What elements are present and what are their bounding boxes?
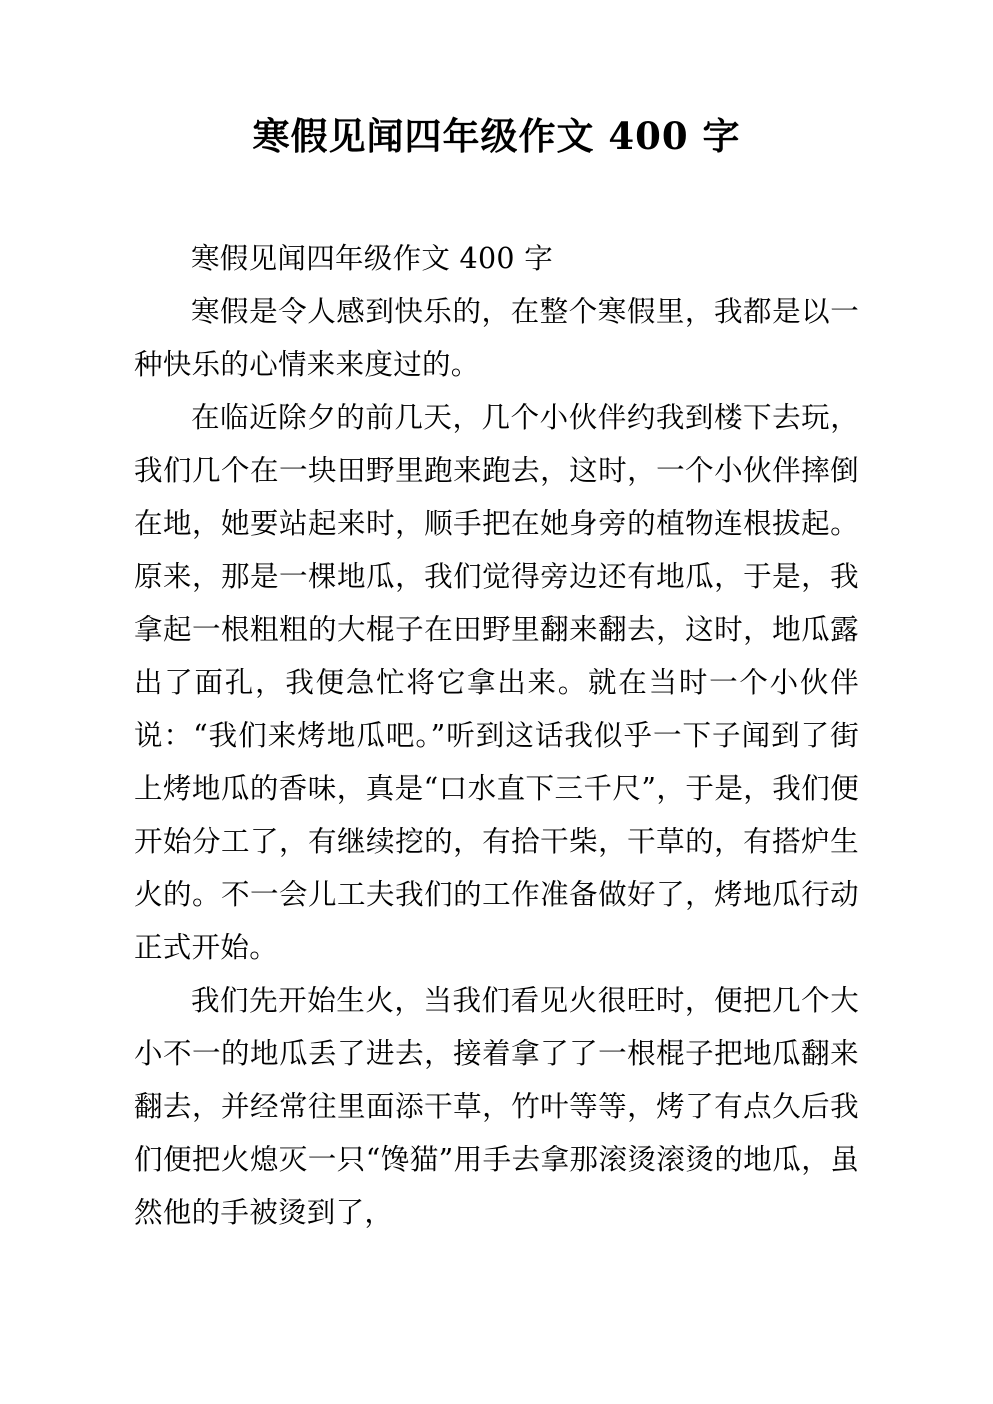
document-body <box>134 232 859 1239</box>
page-title: 寒假见闻四年级作文 400 字 <box>252 114 741 158</box>
paragraph: 寒假见闻四年级作文 400 字 <box>191 242 554 276</box>
paragraph: 在临近除夕的前几天，几个小伙伴约我到楼下去玩，我们几个在一块田野里跑来跑去，这时，一个小伙伴摔倒在地，她要站起来时，顺手把在她身旁的植物连根拔起。原来，那是一棵地瓜，我们觉得旁边还有地瓜，于是，我拿起一根粗粗的大棍子在田野里翻来翻去，这时，地瓜露出了面孔，我便急忙将它拿出来。就在当时一个小伙伴说：“我们来烤地瓜吧。”听到这话我似乎一下子闻到了街上烤地瓜的香味，真是“口水直下三千尺”，于是，我们便开始分工了，有继续挖的，有拾干柴，干草的，有搭炉生火的。不一会儿工夫我们的工作准备做好了，烤地瓜行动正式开始。 <box>134 401 859 965</box>
paragraph: 我们先开始生火，当我们看见火很旺时，便把几个大小不一的地瓜丢了进去，接着拿了了一根棍子把地瓜翻来翻去，并经常往里面添干草，竹叶等等，烤了有点久后我们便把火熄灭一只“馋猫”用手去拿那滚烫滚烫的地瓜，虽然他的手被烫到了， <box>134 984 859 1230</box>
paragraph: 寒假是令人感到快乐的，在整个寒假里，我都是以一种快乐的心情来来度过的。 <box>134 295 859 382</box>
